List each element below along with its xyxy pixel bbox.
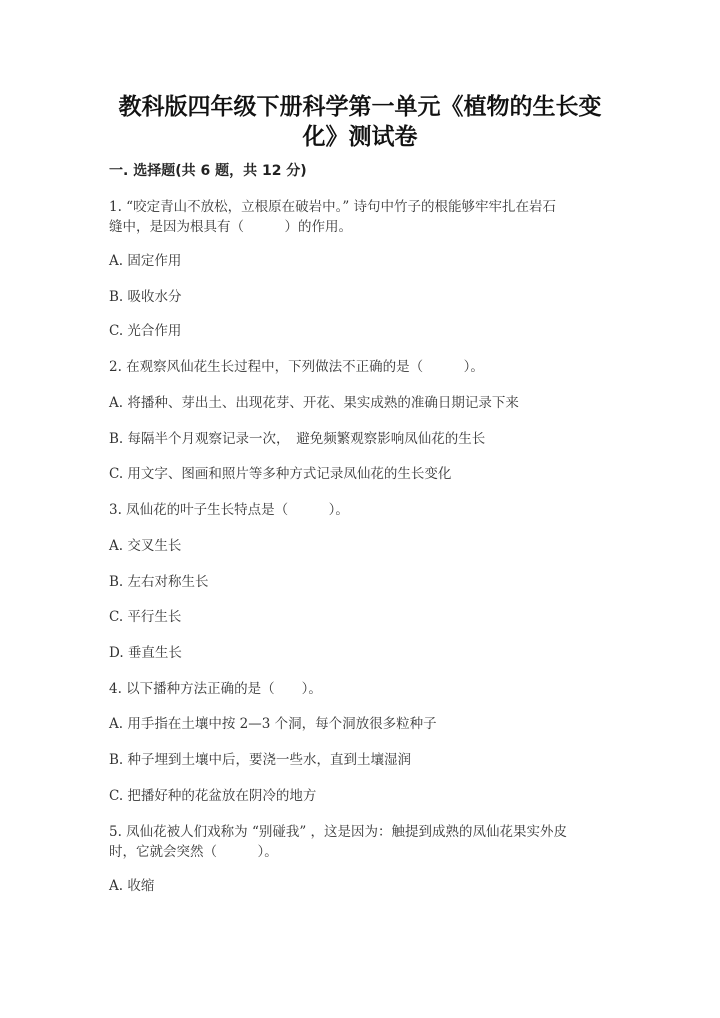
option: B. 吸收水分 <box>109 289 182 305</box>
option: A. 用手指在土壤中按 2—3 个洞，每个洞放很多粒种子 <box>109 716 437 732</box>
option: A. 固定作用 <box>109 253 182 269</box>
title-line-1: 教科版四年级下册科学第一单元《植物的生长变 <box>118 94 602 120</box>
option: C. 平行生长 <box>109 609 182 625</box>
question-stem: 时，它就会突然（ ）。 <box>109 844 278 860</box>
question-stem: 5. 凤仙花被人们戏称为 “别碰我” ，这是因为：触提到成熟的凤仙花果实外皮 <box>109 824 568 840</box>
section-heading: 一. 选择题(共 6 题，共 12 分) <box>109 163 307 179</box>
option: A. 将播种、芽出土、出现花芽、开花、果实成熟的准确日期记录下来 <box>109 395 519 411</box>
option: C. 用文字、图画和照片等多种方式记录凤仙花的生长变化 <box>109 466 452 482</box>
question-stem: 3. 凤仙花的叶子生长特点是（ ）。 <box>109 502 349 518</box>
option: A. 交叉生长 <box>109 538 182 554</box>
option: D. 垂直生长 <box>109 645 182 661</box>
option: B. 种子埋到土壤中后，要浇一些水，直到土壤湿润 <box>109 752 412 768</box>
question-stem: 4. 以下播种方法正确的是（ ）。 <box>109 681 322 697</box>
title-line-2: 化》测试卷 <box>302 124 418 150</box>
option: C. 把播好种的花盆放在阴冷的地方 <box>109 788 317 804</box>
option: C. 光合作用 <box>109 323 182 339</box>
option: B. 每隔半个月观察记录一次， 避免频繁观察影响凤仙花的生长 <box>109 431 486 447</box>
option: A. 收缩 <box>109 878 155 894</box>
question-stem: 2. 在观察风仙花生长过程中，下列做法不正确的是（ ）。 <box>109 359 484 375</box>
question-stem: 1. “咬定青山不放松，立根原在破岩中。” 诗句中竹子的根能够牢牢扎在岩石 <box>109 199 557 215</box>
question-stem: 缝中，是因为根具有（ ）的作用。 <box>109 219 352 235</box>
option: B. 左右对称生长 <box>109 574 209 590</box>
